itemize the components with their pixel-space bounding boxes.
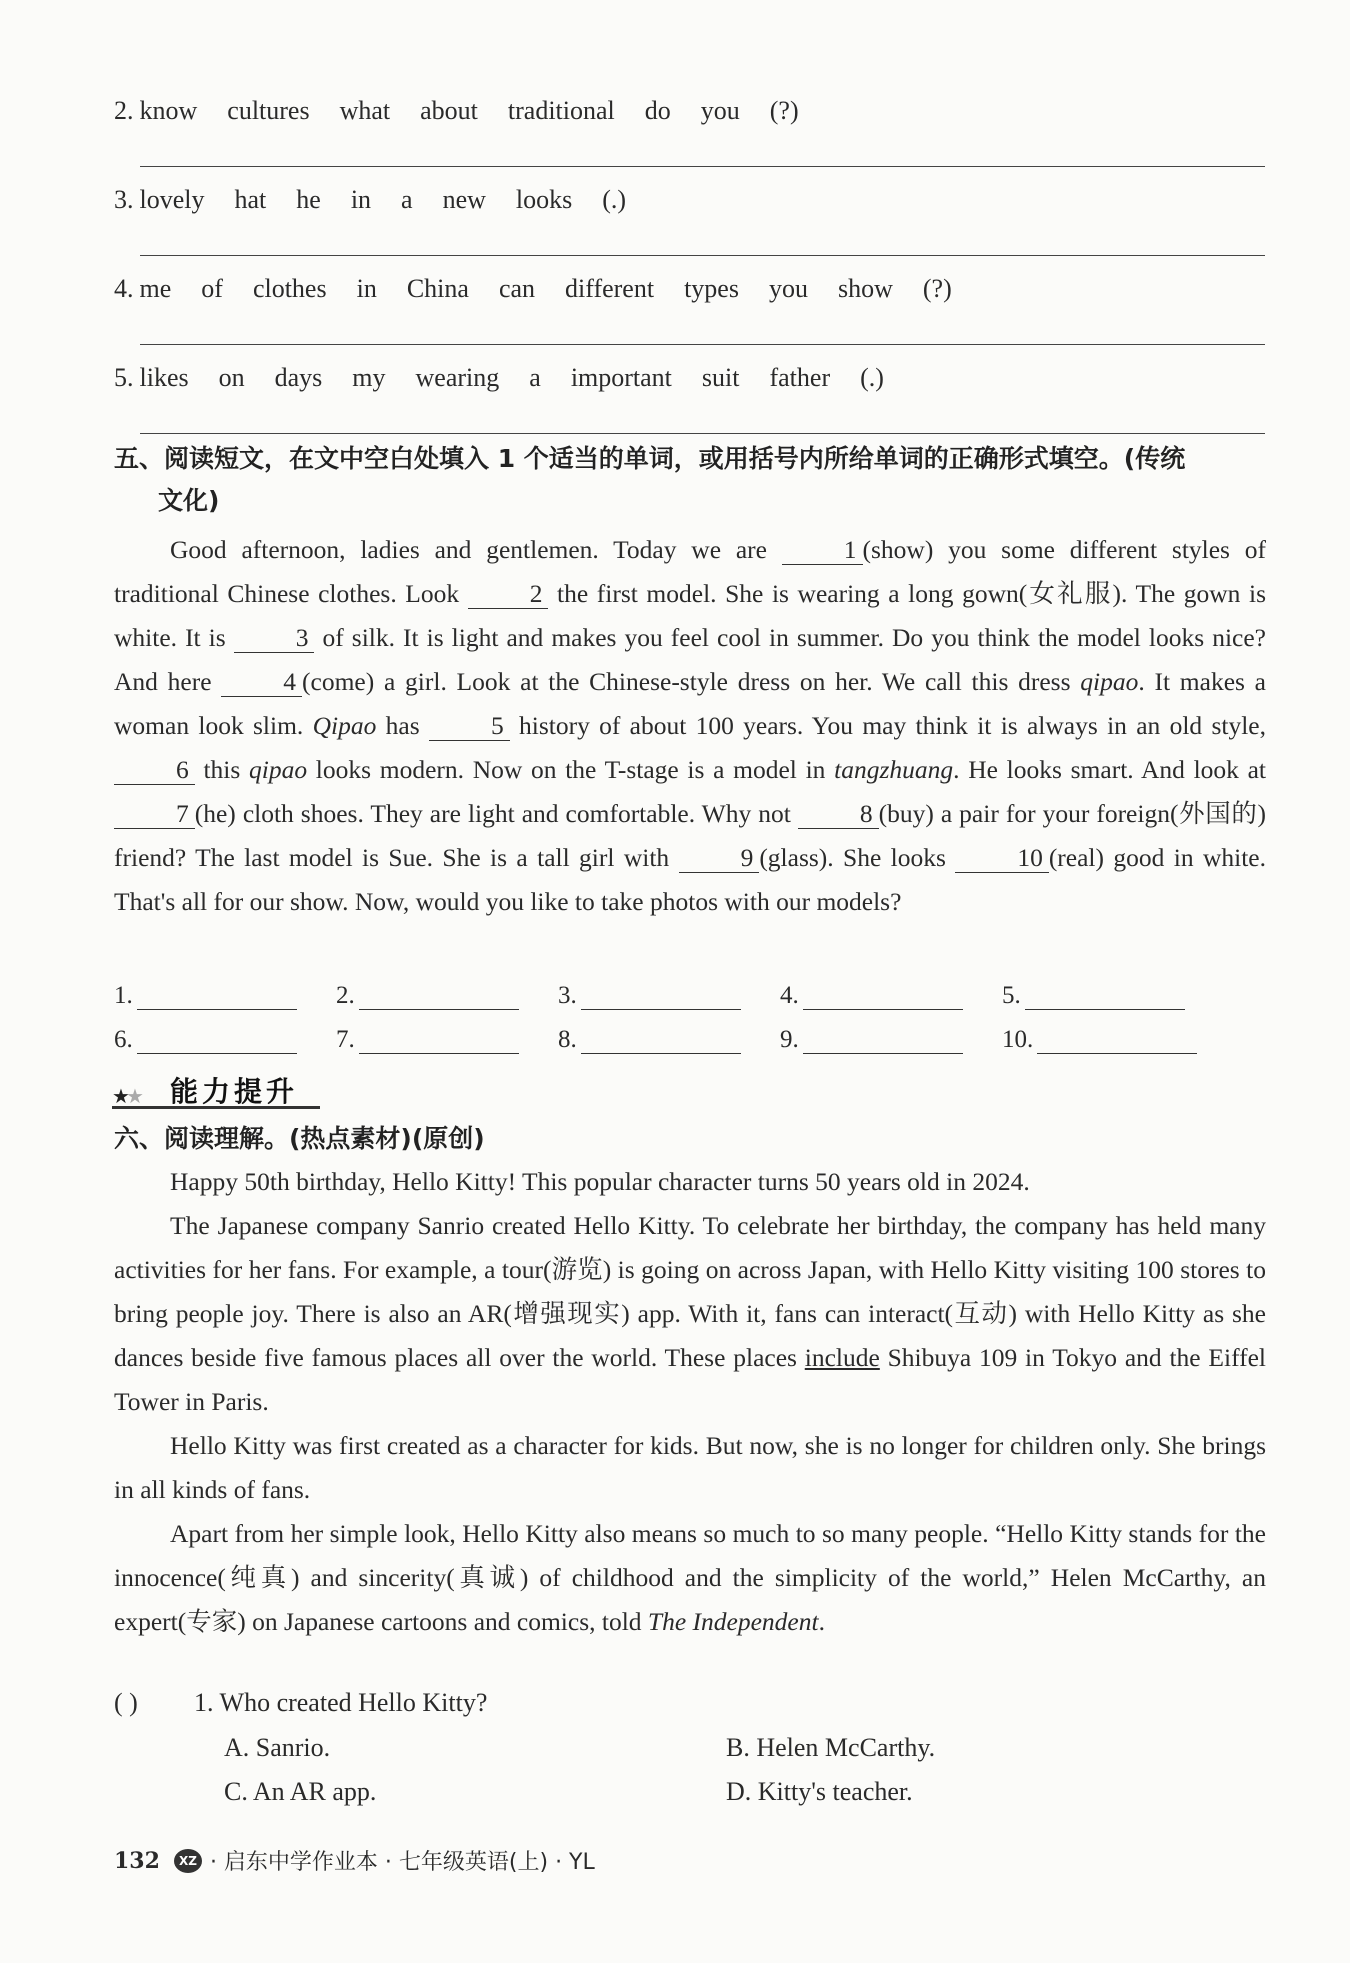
answer-blank[interactable] bbox=[1037, 1031, 1197, 1054]
scrambled-word: can bbox=[498, 274, 536, 303]
answer-cell bbox=[1002, 982, 1224, 1010]
scrambled-word: a bbox=[401, 185, 413, 214]
sentence-number: 3. bbox=[114, 185, 134, 214]
answer-cell bbox=[336, 982, 558, 1010]
passage-text: looks modern. Now on the T-stage is a model in bbox=[307, 755, 835, 784]
scrambled-word: clothes bbox=[252, 274, 327, 303]
passage-text: The Japanese company Sanrio created Hello Kitty. To celebrate her birthday, the company has held many activities for her fans. For example, a tour(游览) is going on across Japan, with Hello Kitty visiting 100 stores to bring people joy. There is also an AR(增强现实) app. With it, fans can interact(互动) with Hello Kitty as she dances beside five famous places all over the world. These places bbox=[114, 1211, 1266, 1372]
scrambled-word: my bbox=[352, 363, 386, 392]
answer-number: 4. bbox=[780, 982, 799, 1009]
blank-6[interactable]: 6 bbox=[114, 756, 195, 785]
reading-paragraph bbox=[114, 1160, 1266, 1204]
blank-8[interactable]: 8 bbox=[798, 800, 879, 829]
passage-text: Apart from her simple look, Hello Kitty also means so much to so many people. “Hello Kitty stands for the innocence(纯真) and sincerity(真诚) of childhood and the simplicity of the world,” Helen McCarthy, an expert(专家) on Japanese cartoons and comics, told bbox=[114, 1519, 1266, 1636]
passage-text: (real) good in white. That's all for our show. Now, would you like to take photos with our models? bbox=[114, 843, 1266, 916]
scrambled-word: different bbox=[565, 274, 655, 303]
section-five-title-line1: 五、阅读短文，在文中空白处填入 1 个适当的单词，或用括号内所给单词的正确形式填空。(传统 bbox=[114, 444, 1186, 473]
answer-cell bbox=[336, 1026, 558, 1054]
scrambled-word: types bbox=[684, 274, 739, 303]
reading-paragraph bbox=[114, 1424, 1266, 1512]
answer-line[interactable] bbox=[140, 433, 1265, 434]
page-footer bbox=[114, 1845, 595, 1876]
answer-number: 8. bbox=[558, 1026, 577, 1053]
scrambled-word: about bbox=[420, 96, 478, 125]
scrambled-word: likes bbox=[139, 363, 189, 392]
passage-text: . He looks smart. And look at bbox=[953, 755, 1267, 784]
passage-text: Good afternoon, ladies and gentlemen. Today we are bbox=[170, 535, 782, 564]
section-five-title-line2: 文化) bbox=[158, 486, 220, 515]
question-1 bbox=[114, 1688, 1274, 1718]
scrambled-word: days bbox=[274, 363, 323, 392]
end-punctuation: (.) bbox=[860, 363, 884, 392]
passage-text: (show) you some different styles of traditional Chinese clothes. Look bbox=[114, 535, 1267, 608]
option-b[interactable]: B. Helen McCarthy. bbox=[726, 1733, 936, 1762]
scrambled-word: China bbox=[406, 274, 469, 303]
scrambled-word: me bbox=[139, 274, 172, 303]
blank-3[interactable]: 3 bbox=[234, 624, 315, 653]
scrambled-word: what bbox=[339, 96, 391, 125]
scrambled-word: do bbox=[644, 96, 671, 125]
scrambled-word: hat bbox=[234, 185, 267, 214]
answer-number: 3. bbox=[558, 982, 577, 1009]
answer-bracket[interactable]: ( ) bbox=[114, 1688, 138, 1717]
passage-text: the first model. She is wearing a long gown(女礼服). The gown is white. It is bbox=[114, 579, 1267, 652]
answer-cell bbox=[558, 982, 780, 1010]
blank-7[interactable]: 7 bbox=[114, 800, 195, 829]
answer-line[interactable] bbox=[140, 344, 1265, 345]
cloze-answer-grid bbox=[114, 966, 1274, 1054]
answer-blank[interactable] bbox=[803, 1031, 963, 1054]
scrambled-word: cultures bbox=[227, 96, 310, 125]
scrambled-word: a bbox=[529, 363, 541, 392]
reading-passage bbox=[114, 1160, 1266, 1644]
underlined-word: include bbox=[804, 1343, 880, 1372]
italic-term: tangzhuang bbox=[834, 755, 954, 784]
answer-blank[interactable] bbox=[359, 1031, 519, 1054]
passage-text: . bbox=[818, 1607, 825, 1636]
scrambled-word: new bbox=[442, 185, 486, 214]
answer-blank[interactable] bbox=[581, 987, 741, 1010]
ability-header bbox=[112, 1068, 322, 1112]
passage-text: (buy) a pair for your foreign(外国的) friend? The last model is Sue. She is a tall girl with bbox=[114, 799, 1266, 872]
answer-cell bbox=[780, 982, 1002, 1010]
answer-row bbox=[114, 1010, 1274, 1054]
scrambled-word: traditional bbox=[507, 96, 615, 125]
scrambled-word: know bbox=[139, 96, 198, 125]
scrambled-word: wearing bbox=[415, 363, 500, 392]
scrambled-word: suit bbox=[701, 363, 740, 392]
passage-text: Hello Kitty was first created as a character for kids. But now, she is no longer for children only. She brings in all kinds of fans. bbox=[114, 1431, 1266, 1504]
passage-text: . It makes a woman look slim. bbox=[114, 667, 1266, 740]
answer-cell bbox=[558, 1026, 780, 1054]
answer-cell bbox=[114, 1026, 336, 1054]
blank-4[interactable]: 4 bbox=[221, 668, 302, 697]
word-order-sentence bbox=[114, 96, 799, 126]
answer-line[interactable] bbox=[140, 255, 1265, 256]
option-a[interactable]: A. Sanrio. bbox=[224, 1733, 331, 1762]
ability-label: 能力提升 bbox=[170, 1075, 299, 1108]
passage-text: history of about 100 years. You may think it is always in an old style, bbox=[509, 711, 1266, 740]
answer-blank[interactable] bbox=[1025, 987, 1185, 1010]
answer-number: 10. bbox=[1002, 1026, 1034, 1053]
section-five-title bbox=[114, 438, 1274, 522]
answer-row bbox=[114, 966, 1274, 1010]
word-order-sentence bbox=[114, 274, 952, 304]
answer-blank[interactable] bbox=[803, 987, 963, 1010]
scrambled-word: in bbox=[350, 185, 372, 214]
reading-paragraph bbox=[114, 1512, 1266, 1644]
scrambled-word: in bbox=[356, 274, 377, 303]
italic-term: qipao bbox=[1080, 667, 1139, 696]
end-punctuation: (?) bbox=[922, 274, 952, 303]
passage-text: of silk. It is light and makes you feel cool in summer. Do you think the model looks nice? And here bbox=[114, 623, 1266, 696]
answer-cell bbox=[780, 1026, 1002, 1054]
blank-10[interactable]: 10 bbox=[955, 844, 1049, 873]
answer-blank[interactable] bbox=[137, 1031, 297, 1054]
italic-term: Qipao bbox=[312, 711, 377, 740]
scrambled-word: you bbox=[700, 96, 740, 125]
blank-5[interactable]: 5 bbox=[429, 712, 510, 741]
passage-text: Happy 50th birthday, Hello Kitty! This popular character turns 50 years old in 2024. bbox=[170, 1167, 1030, 1196]
end-punctuation: (?) bbox=[769, 96, 799, 125]
passage-text: this bbox=[194, 755, 249, 784]
publisher-logo: XZ bbox=[174, 1849, 202, 1873]
scrambled-word: father bbox=[769, 363, 831, 392]
word-order-sentence bbox=[114, 185, 626, 215]
answer-cell bbox=[1002, 1026, 1224, 1054]
italic-term: The Independent bbox=[647, 1607, 819, 1636]
answer-number: 6. bbox=[114, 1026, 133, 1053]
scrambled-word: on bbox=[218, 363, 245, 392]
option-d[interactable]: D. Kitty's teacher. bbox=[726, 1777, 913, 1806]
answer-number: 7. bbox=[336, 1026, 355, 1053]
sentence-number: 5. bbox=[114, 363, 134, 392]
cloze-passage bbox=[114, 528, 1266, 924]
answer-number: 5. bbox=[1002, 982, 1021, 1009]
scrambled-word: important bbox=[570, 363, 672, 392]
end-punctuation: (.) bbox=[602, 185, 627, 214]
answer-blank[interactable] bbox=[359, 987, 519, 1010]
reading-paragraph bbox=[114, 1204, 1266, 1424]
scrambled-word: you bbox=[768, 274, 808, 303]
blank-9[interactable]: 9 bbox=[679, 844, 760, 873]
passage-text: (come) a girl. Look at the Chinese-style dress on her. We call this dress bbox=[302, 667, 1081, 696]
answer-number: 2. bbox=[336, 982, 355, 1009]
answer-number: 9. bbox=[780, 1026, 799, 1053]
page-number: 132 bbox=[114, 1847, 160, 1874]
italic-term: qipao bbox=[249, 755, 308, 784]
scrambled-word: lovely bbox=[139, 185, 205, 214]
ability-underline bbox=[112, 1106, 320, 1109]
sentence-number: 2. bbox=[114, 96, 134, 125]
question-1-text: 1. Who created Hello Kitty? bbox=[194, 1688, 488, 1717]
answer-blank[interactable] bbox=[581, 1031, 741, 1054]
blank-1[interactable]: 1 bbox=[782, 536, 863, 565]
section-six-title: 六、阅读理解。(热点素材)(原创) bbox=[114, 1124, 485, 1153]
passage-text: (glass). She looks bbox=[759, 843, 956, 872]
answer-line[interactable] bbox=[140, 166, 1265, 167]
answer-cell bbox=[114, 982, 336, 1010]
star-icon: ★★ bbox=[112, 1086, 140, 1108]
option-c[interactable]: C. An AR app. bbox=[224, 1777, 377, 1806]
cloze-paragraph bbox=[114, 528, 1266, 924]
scrambled-word: of bbox=[201, 274, 223, 303]
passage-text: (he) cloth shoes. They are light and comfortable. Why not bbox=[194, 799, 798, 828]
answer-blank[interactable] bbox=[137, 987, 297, 1010]
blank-2[interactable]: 2 bbox=[468, 580, 549, 609]
passage-text: has bbox=[376, 711, 429, 740]
scrambled-word: show bbox=[837, 274, 893, 303]
word-order-sentence bbox=[114, 363, 884, 393]
scrambled-word: looks bbox=[515, 185, 573, 214]
sentence-number: 4. bbox=[114, 274, 134, 303]
passage-text: Shibuya 109 in Tokyo and the Eiffel Tower in Paris. bbox=[114, 1343, 1267, 1416]
scrambled-word: he bbox=[296, 185, 321, 214]
answer-number: 1. bbox=[114, 982, 133, 1009]
footer-text: · 启东中学作业本 · 七年级英语(上) · YL bbox=[209, 1850, 595, 1875]
